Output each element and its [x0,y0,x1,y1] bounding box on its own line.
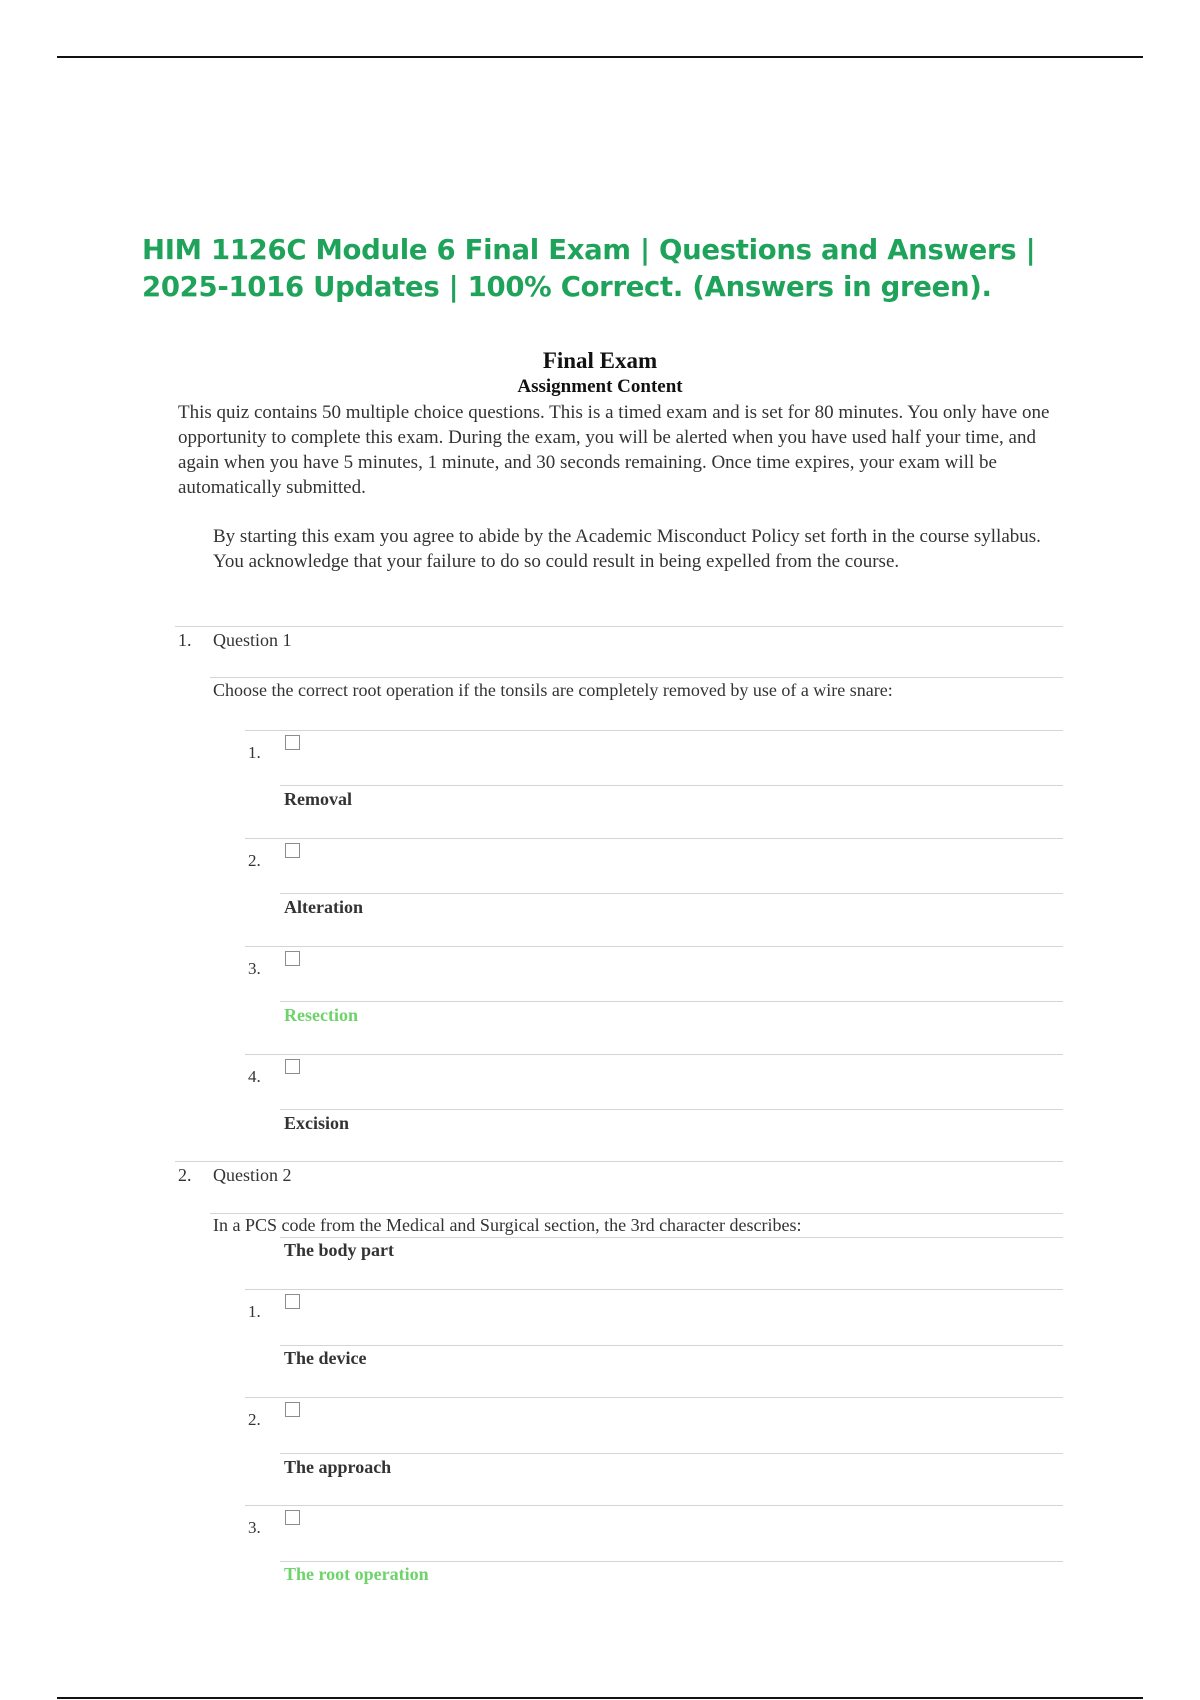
option-number: 4. [248,1067,261,1086]
option-checkbox[interactable] [285,1059,300,1074]
misconduct-policy: By starting this exam you agree to abide by the Academic Misconduct Policy set forth in the course syllabus. You acknowledge that your failure to do so could result in being expelled from the course. [213,526,1041,572]
option-checkbox[interactable] [285,1402,300,1417]
option-number: 1. [248,743,261,762]
question-number: 1. [178,630,192,650]
exam-instructions: This quiz contains 50 multiple choice questions. This is a timed exam and is set for 80 minutes. You only have one opportunity to complete this exam. During the exam, you will be alerted when you have used half your time, and again when you have 5 minutes, 1 minute, and 30 seconds remaining. Once time expires, your exam will be automatically submitted. [178,402,1050,498]
divider [280,1237,1063,1238]
question-number: 2. [178,1165,192,1185]
divider [280,1561,1063,1562]
option-label: The device [284,1348,367,1368]
divider [245,1505,1063,1506]
divider [175,626,1063,627]
divider [280,1109,1063,1110]
option-label: Alteration [284,897,363,917]
option-number: 2. [248,1410,261,1429]
option-label: The body part [284,1240,395,1260]
divider [245,730,1063,731]
option-number: 3. [248,1518,261,1537]
option-checkbox[interactable] [285,1510,300,1525]
option-number: 3. [248,959,261,978]
correct-answer-label: Resection [284,1005,358,1025]
question-label: Question 1 [213,630,292,650]
divider [280,1453,1063,1454]
option-label: Removal [284,789,352,809]
divider [245,1054,1063,1055]
option-number: 1. [248,1302,261,1321]
document-title: HIM 1126C Module 6 Final Exam | Questions and Answers | 2025-1016 Updates | 100% Correct. (Answers in green). [142,234,1036,303]
divider [175,1161,1063,1162]
divider [245,838,1063,839]
option-checkbox[interactable] [285,1294,300,1309]
question-text: Choose the correct root operation if the tonsils are completely removed by use of a wire snare: [213,680,893,700]
question-label: Question 2 [213,1165,292,1185]
option-number: 2. [248,851,261,870]
exam-title: Final Exam [542,348,658,373]
question-text: In a PCS code from the Medical and Surgical section, the 3rd character describes: [213,1215,802,1235]
option-label: Excision [284,1113,350,1133]
correct-answer-label: The root operation [284,1564,429,1584]
option-label: The approach [284,1457,392,1477]
divider [280,1345,1063,1346]
divider [245,1397,1063,1398]
page-top-rule [57,56,1143,58]
option-checkbox[interactable] [285,843,300,858]
divider [245,946,1063,947]
option-checkbox[interactable] [285,735,300,750]
divider [210,1213,1063,1214]
page-bottom-rule [57,1697,1143,1699]
divider [210,677,1063,678]
divider [245,1289,1063,1290]
divider [280,785,1063,786]
divider [280,893,1063,894]
assignment-heading: Assignment Content [517,376,683,397]
option-checkbox[interactable] [285,951,300,966]
divider [280,1001,1063,1002]
